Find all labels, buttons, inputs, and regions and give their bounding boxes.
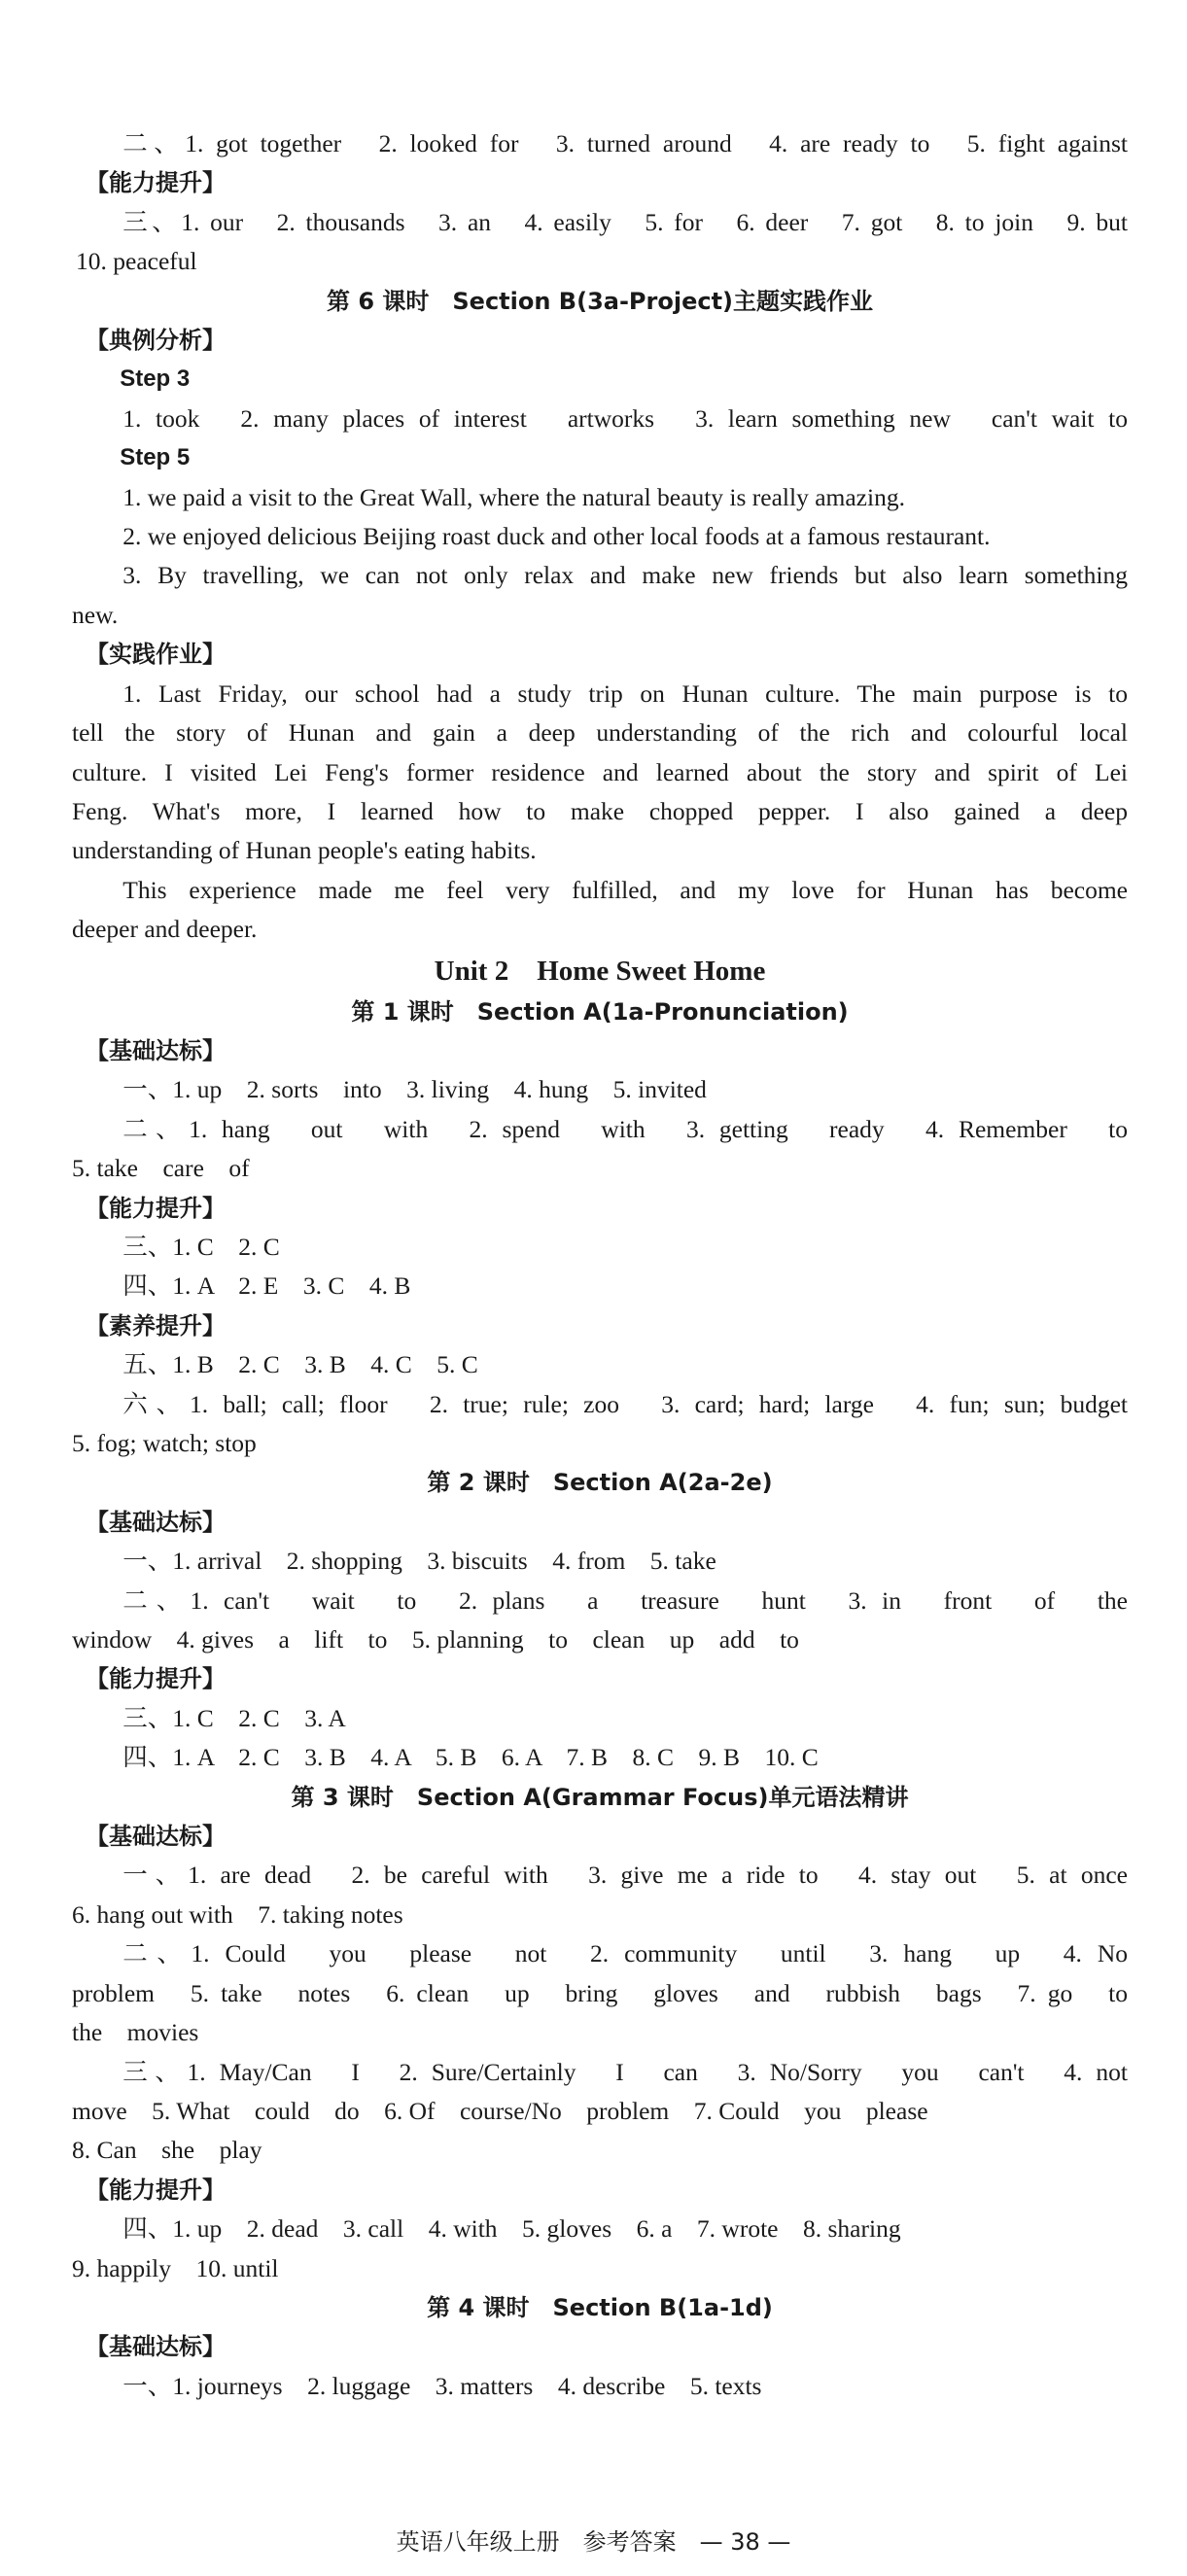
answer-line: 1. we paid a visit to the Great Wall, where the natural beauty is really amazing. <box>122 482 905 511</box>
answer-line: 5. take care of <box>72 1154 250 1183</box>
answer-line: 二、1. hang out with 2. spend with 3. getting ready 4. Remember to <box>122 1114 1128 1143</box>
answer-line: 四、1. A 2. C 3. B 4. A 5. B 6. A 7. B 8. C 9. B 10. C <box>122 1743 819 1772</box>
answer-line: 一、1. are dead 2. be careful with 3. give me a ride to 4. stay out 5. at once <box>122 1861 1128 1890</box>
answer-line: new. <box>72 600 119 629</box>
lesson-title: 第 3 课时 Section A(Grammar Focus)单元语法精讲 <box>291 1783 909 1811</box>
section-label: 【素养提升】 <box>86 1311 226 1340</box>
section-label: 【能力提升】 <box>86 1665 226 1693</box>
section-label: 【典例分析】 <box>86 327 226 355</box>
section-label: 【基础达标】 <box>86 1036 226 1064</box>
section-label: 【能力提升】 <box>86 2176 226 2204</box>
answer-line: 10. peaceful <box>76 247 197 276</box>
lesson-title: 第 2 课时 Section A(2a-2e) <box>427 1469 773 1497</box>
answer-line: Step 5 <box>120 444 191 471</box>
answer-line: 1. Last Friday, our school had a study trip on Hunan culture. The main purpose is to <box>122 679 1128 708</box>
page-footer: 英语八年级上册 参考答案 — 38 — <box>396 2528 791 2556</box>
section-label: 【实践作业】 <box>86 641 226 669</box>
answer-line: 5. fog; watch; stop <box>72 1429 257 1457</box>
answer-key-page <box>72 124 1128 2406</box>
answer-line: 二、1. got together 2. looked for 3. turned around 4. are ready to 5. fight against <box>122 129 1128 157</box>
answer-line: 四、1. up 2. dead 3. call 4. with 5. gloves 6. a 7. wrote 8. sharing <box>122 2214 901 2244</box>
answer-line: 三、1. our 2. thousands 3. an 4. easily 5. for 6. deer 7. got 8. to join 9. but <box>122 207 1128 236</box>
answer-line: 1. took 2. many places of interest artworks 3. learn something new can't wait to <box>122 403 1128 433</box>
answer-line: 二、1. can't wait to 2. plans a treasure hunt 3. in front of the <box>122 1585 1128 1615</box>
lesson-title: 第 6 课时 Section B(3a-Project)主题实践作业 <box>326 287 874 315</box>
answer-line: 8. Can she play <box>72 2136 262 2165</box>
answer-line: 9. happily 10. until <box>72 2253 279 2282</box>
answer-line: Feng. What's more, I learned how to make chopped pepper. I also gained a deep <box>72 796 1128 825</box>
answer-line: 一、1. up 2. sorts into 3. living 4. hung 5. invited <box>122 1075 707 1104</box>
answer-line: 三、1. C 2. C <box>122 1232 280 1261</box>
answer-line: 一、1. journeys 2. luggage 3. matters 4. describe 5. texts <box>122 2371 762 2400</box>
section-label: 【基础达标】 <box>86 1823 226 1851</box>
answer-line: deeper and deeper. <box>72 915 258 944</box>
answer-line: understanding of Hunan people's eating habits. <box>72 836 537 865</box>
answer-line: tell the story of Hunan and gain a deep understanding of the rich and colourful local <box>72 718 1128 748</box>
answer-line: 3. By travelling, we can not only relax and make new friends but also learn something <box>122 561 1128 590</box>
lesson-title: 第 4 课时 Section B(1a-1d) <box>427 2293 773 2321</box>
answer-line: 二、1. Could you please not 2. community until 3. hang up 4. No <box>122 1939 1128 1968</box>
answer-line: move 5. What could do 6. Of course/No problem 7. Could you please <box>72 2096 928 2125</box>
answer-line: window 4. gives a lift to 5. planning to clean up add to <box>72 1625 799 1654</box>
answer-line: problem 5. take notes 6. clean up bring gloves and rubbish bags 7. go to <box>72 1978 1128 2007</box>
answer-line: 2. we enjoyed delicious Beijing roast duck and other local foods at a famous restaurant. <box>122 522 991 551</box>
answer-line: 一、1. arrival 2. shopping 3. biscuits 4. from 5. take <box>122 1547 716 1576</box>
answer-line: 五、1. B 2. C 3. B 4. C 5. C <box>122 1350 478 1379</box>
answer-line: culture. I visited Lei Feng's former residence and learned about the story and spirit of Lei <box>72 757 1128 786</box>
answer-line: 四、1. A 2. E 3. C 4. B <box>122 1271 411 1301</box>
lesson-title: Unit 2 Home Sweet Home <box>434 955 766 987</box>
answer-line: 6. hang out with 7. taking notes <box>72 1899 403 1929</box>
lesson-title: 第 1 课时 Section A(1a-Pronunciation) <box>351 997 849 1026</box>
answer-line: 三、1. May/Can I 2. Sure/Certainly I can 3. No/Sorry you can't 4. not <box>122 2057 1128 2086</box>
section-label: 【能力提升】 <box>86 169 226 197</box>
section-label: 【基础达标】 <box>86 1508 226 1536</box>
answer-line: 三、1. C 2. C 3. A <box>122 1703 346 1732</box>
section-label: 【能力提升】 <box>86 1194 226 1222</box>
section-label: 【基础达标】 <box>86 2333 226 2361</box>
answer-line: Step 3 <box>120 366 191 393</box>
answer-line: This experience made me feel very fulfilled, and my love for Hunan has become <box>122 875 1128 904</box>
answer-line: 六、1. ball; call; floor 2. true; rule; zoo 3. card; hard; large 4. fun; sun; budget <box>122 1389 1128 1418</box>
answer-line: the movies <box>72 2018 199 2047</box>
